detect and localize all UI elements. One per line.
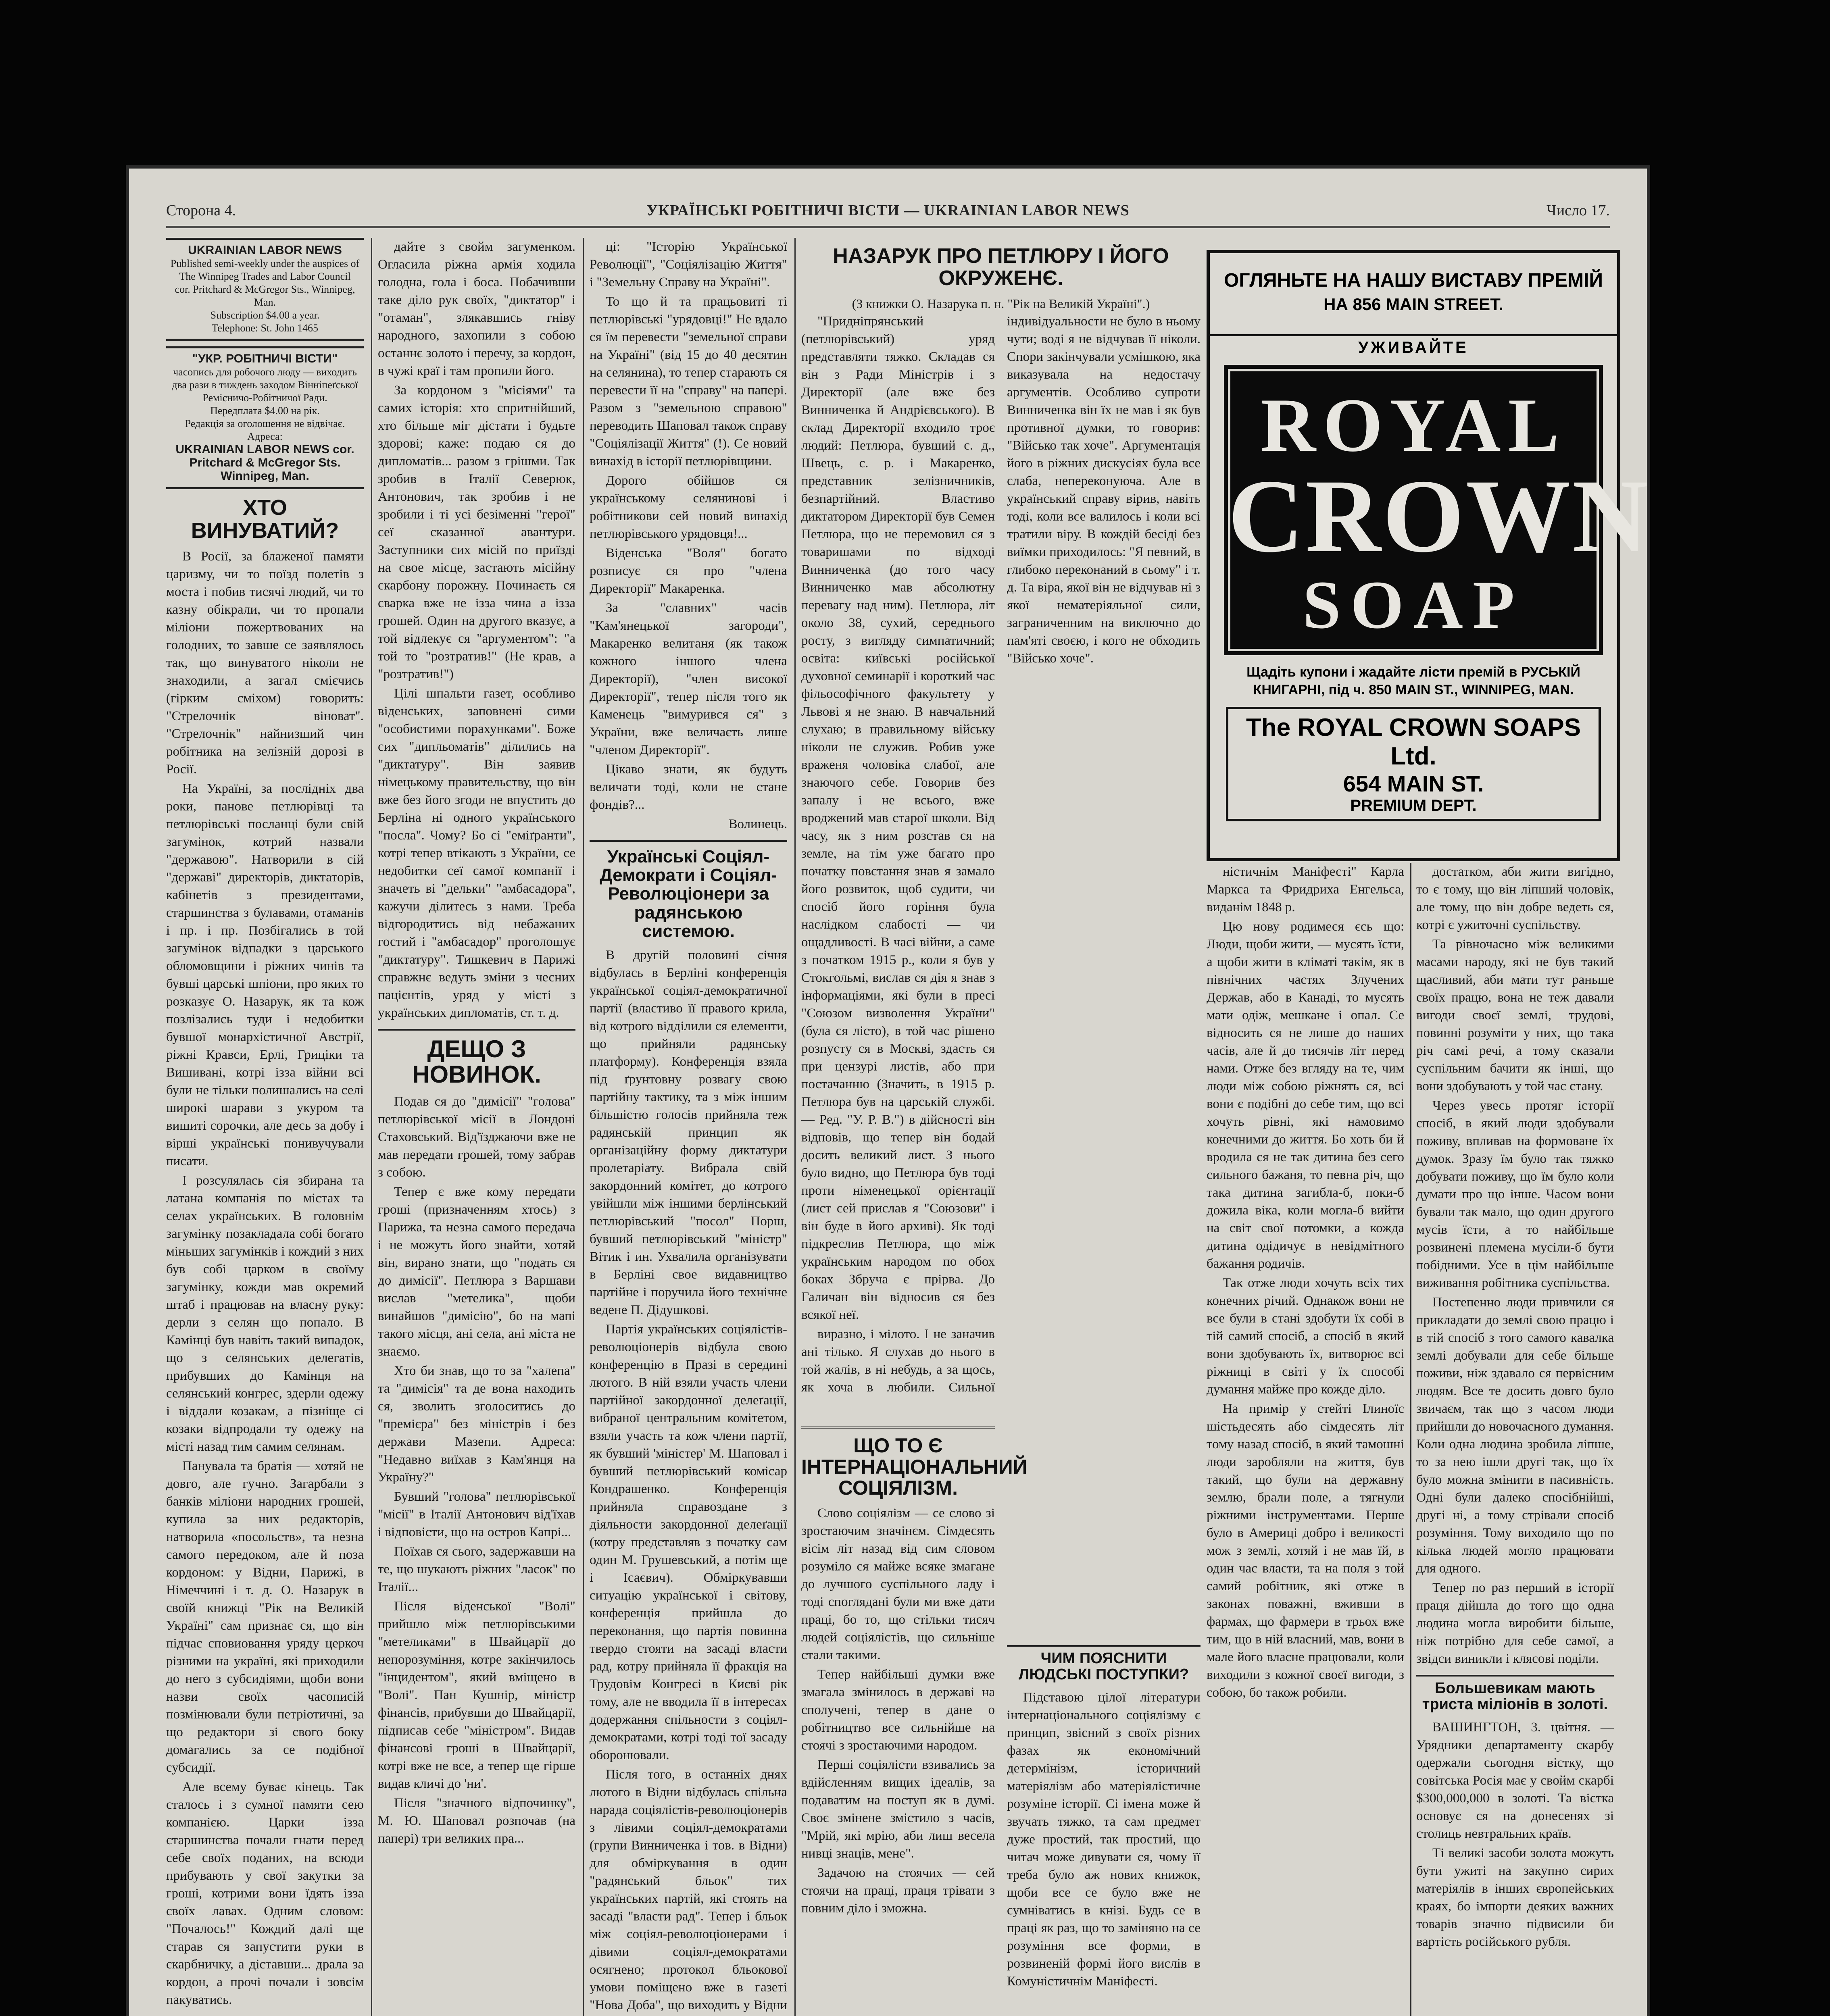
royal-crown-soap-ad [1207,250,1650,861]
logo-soap: SOAP [1303,567,1524,643]
article-paragraph: Цілі шпальти газет, особливо віденських, заповнені сими "особистими порахунками". Боже сих "дипльоматів" ділились на "диктатуру". Він заявив німецькому правительству, що він вже без його згоди не впустить до Берліна ні одного українського "посла". Чому? Бо сі "еміґранти", котрі тепер втікають з України, се недобитки сеї самої компанії і значеть ві "дельки" "амбасадора", кажучи ділитесь з нами. Треба відгородитись від небажаних гостий і "амбасадор" проголошує "диктатуру". Тишкевич в Парижі справжнє ведуть зміни з чесних пацієнтів, уряд у місті з українських дипломатів, ст. т. д. [378,686,575,1020]
author-signature: Волинець. [728,817,787,831]
masthead [166,238,364,341]
article-paragraph: За кордоном з "місіями" та самих історія: хто спритнійший, хто більше міг дістати і будьте здорові; каже: подаю ся до дипломатів... разом з грішми. Так зробив в Італії Северюк, Антонович, так зробив і не зробили і ті усі безіменні "герої" сеї сказанної авантури. Заступники сих місій по приїзді на свое місце, застають місійну скарбону порожну. Починаєть ся сварка вже не ізза чина а ізза грошей. Один на другого вказує, а той відлекує ся "аргументом": "а той то "розтратив!" (Не крав, а "розтратив!") [378,383,575,681]
article-paragraph: Віденська "Воля" богато розписує ся про "члена Директорії" Макаренка. [590,546,787,596]
headline-nazaruk: НАЗАРУК ПРО ПЕТЛЮРУ І ЙОГО ОКРУЖЕНЄ. [833,244,1169,290]
ad-use: УЖИВАЙТЕ [1210,334,1617,357]
article-paragraph: На Україні, за послідніх два роки, панове петлюрівці та петлюрівські посланці були свій загумінок, котрий назвали "державою". Натворили в сій "державі" директорів, диктаторів, кабінетів з президентами, старшинства з булавами, отаманів і пр. і пр. Позбігались в той загумінок відпадки з царського обломовщини і ріжних чинів та бувші царські шпіони, про яких то розказує О. Назарук, як та кож позлізались туди і недобитки бувшої монархістичної Австрії, ріжні Кравси, Ерлі, Гриціки та Вишивані, котрі ізза війни всі були не тільки полишались на селі широкі шарави з укуром та вишиті сорочки, але десь за добу і вірші українські понивучували писати. [166,781,364,1169]
article-paragraph: Бувший "голова" петлюрівської "місії" в Італії Антонович від'їхав і відповісти, що на остров Капрі... [378,1489,575,1539]
column-rule [371,238,372,2016]
masthead-en-title: UKRAINIAN LABOR NEWS [188,244,342,257]
ad-headline: ОГЛЯНЬТЕ НА НАШУ ВИСТАВУ ПРЕМІЙ [1224,270,1603,291]
masthead-en-phone: Telephone: St. John 1465 [212,322,318,334]
page-header [166,202,1610,228]
ad-company: The ROYAL CROWN SOAPS Ltd. [1246,714,1581,770]
masthead-uk [166,346,364,489]
masthead-uk-title: "УКР. РОБІТНИЧІ ВІСТИ" [192,352,338,365]
article-paragraph: виразно, і мілото. І не заначив ані тілько. Я слухав до нього в той жалів, в ні небудь, а за щось, як хоча в любили. Сильної індивідуальности не було в ньому чути; воді я не відчував її ніколи. Спори закінчували усмішкою, яка виказувала на недостачу аргументів. Особливо супроти Винниченка він їх не мав і як був противної думки, то говорив: "Військо так хоче". Аргументація його в ріжних дискусіях була все слаба, непереконуюча. Але в український справу вірив, навіть тоді, коли все валилось і коли всі тратили віру. В кождій бесіді без виїмки приходилось: "Я певний, в глибоко переконаний в сьому" і т. д. Та віра, якої він не відчував ні з якої нематеріяльної сили, заграниченним на виключно до пам'яті своєю, і кого не обходить "Військо хоче". [801,314,1201,1395]
headline-news: ДЕЩО З НОВИНОК. [378,1029,575,1087]
article-paragraph: ВАШИНГТОН, 3. цвітня. — Урядники департаменту скарбу одержали сьогодня вістку, що совітська Росія має у свойм скарбі $300,000,000 в золоті. Та вістка основує ся на донесенях зі столиць невтральних країв. [1416,1720,1614,1841]
article-paragraph: Задачою на стоячих — сей стоячи на праці, праця трівати з повним діло і зможна. [801,1865,995,1916]
article-paragraph: Хто би знав, що то за "халепа" та "димісія" та де вона находить ся, зволить зголоситись до "премієра" без міністрів і без держави Мазепи. Адреса: "Недавно виїхав з Кам'янця на Україну?" [378,1364,575,1485]
article-paragraph: Постепенно люди привчили ся прикладати до землі свою працю і в тій спосіб з того самого кавалка землі добували для себе більше поживи, ніж здавало ся первісним людям. Все те досить довго було звичаєм, так що з часом люди прийшли до новочасного думання. Коли одна людина зробила ліпше, то за нею ішли другі так, що їх було можна змінити в пасивність. Одні були далеко спосібнійші, другі ні, а тому стрівали спосіб розуміння. Тому виходило що по кілька людей могло працювати для одного. [1416,1295,1614,1576]
article-paragraph: В другій половині січня відбулась в Берліні конференція української соціял-демократичної партії (властиво її правого крила, від котрого відділили ся елементи, що прийняли радянську платформу). Конференція взяла під ґрунтовну розвагу свою партійну тактику, та з між іншим більшістю голосів прийняла теж радянській принцип як організаційну форму диктатури пролетаріату. Вибрала свій закордонний комітет, до котрого увійшли між іншими берлінський петлюрівський "посол" Порш, бувший петлюрівський "міністр" Вітик і ин. Ухвалила організувати в Берліні свое видавництво партійне і поручила його технічне ведене П. Дідушкові. [590,948,787,1317]
column-3 [590,238,787,2016]
article-paragraph: То що й та працьовиті ті петлюрівські "урядовці!" Не вдало ся їм перевести "земельної справи на Україні" (від 15 до 40 десятин на селянина), то тепер старають ся перевести її на "справу" на папері. Разом з "земельною справою" переводить Шаповал також справу "Соціялізації Життя" (!). Се новий винахід в історії петлюрівщини. [590,294,787,469]
ad-coupons: Щадіть купони і жадайте лісти премій в РУСЬКІЙ КНИГАРНІ, під ч. 850 MAIN ST., WINNIPEG, MAN. [1246,664,1580,698]
logo-royal: ROYAL [1260,383,1567,468]
column-6 [1207,863,1404,2016]
nazaruk-subtitle: (З книжки О. Назарука п. н. "Рік на Великій Україні".) [852,296,1150,311]
article-paragraph: Цікаво знати, як будуть величати тоді, коли не стане фондів?... [590,762,787,812]
article-paragraph: ці: "Історію Української Революції", "Соціялізацію Життя" і "Земельну Справу на Україні". [590,240,787,289]
article-paragraph: Слово соціялізм — се слово зі зростаючим значінєм. Сімдесять вісім літ назад від сим словом розуміло ся майже всяке змагане до лучшого суспільного ладу і тоді споглядані були ми вже дати праці, бо то, що стільки тисяч людей соціялістів, що сильніше стали такими. [801,1506,995,1662]
article-paragraph: Тепер найбільші думки вже змагала змінилось в державі на сполучені, тепер в дане о робітництво все сильнійше на стоячі з зростаючими народом. [801,1667,995,1753]
headline-socdem: Українські Соціял-Демократи і Соціял-Революціонери за радянською системою. [590,840,787,941]
article-paragraph: Ті великі засоби золота можуть бути ужиті на закупно сирих матеріялів в інших європейських краях, бо імпорти деяких важних товарів значно підвисили би вартість російського рубля. [1416,1845,1614,1949]
article-paragraph: В Росії, за блаженої памяти царизму, чи то поїзд полетів з моста і побив тисячі людий, чи то казну обікрали, чи то пропали міліони пожертвованих на голодних, то завше се заявлялось так, що винуватого ніколи не знаходили, а загал смієчись (гірким сміхом) говорить: "Стрелочнік віноват". "Стрелочнік" найнизший чин робітника на зелізній дорозі в Росії. [166,549,364,777]
paper-title: УКРАЇНСЬКІ РОБІТНИЧІ ВІСТИ — UKRAINIAN LABOR NEWS [646,202,1130,219]
article-paragraph: Підставою цілої літератури інтернаціонального соціялізму є принцип, звісний з своїх різних фазах як економічний детермінізм, історичний матеріялізм або матеріялістичне розуміне історії. Сі імена може й звучать тяжко, та сам предмет дуже простий, так простий, що читач може дивувати ся, чому її треба було аж нових книжок, щоби все се було вже не сумніватись в кнізі. Будь се в праці як раз, що то заміняно на се розуміння все форми, в розвиненій формі його вислів в Комуністичнім Маніфесті. [1007,1690,1201,1989]
why-article [1007,1419,1201,2016]
headline-who-guilty: ХТО ВИНУВАТИЙ? [191,496,339,543]
column-1 [166,238,364,2016]
article-paragraph: Через увесь протяг історії спосіб, в який люди здобували поживу, впливав на формоване їх думок. Зразу їм було так тяжко добувати поживу, що їм було коли думати про що інше. Часом вони бували так мало, що один другого мусів їсти, а то найбільше розвинені племена мусіли-б бути побідними. Усе в цім найбільше виживання робітника суспільства. [1416,1098,1614,1290]
internat-article [801,1419,1028,2016]
ad-address-line: НА 856 MAIN STREET. [1324,295,1503,314]
masthead-en-line: Published semi-weekly under the auspices of The Winnipeg Trades and Labor Council [170,258,360,282]
article-paragraph: Дорого обійшов ся українському селянинові і робітникови сей новий винахід петлюрівського урядовця!... [590,473,787,541]
masthead-uk-line: часопись для робочого люду — виходить два рази в тиждень заходом Вінніпеґської Ремісничо-Робітничої Ради. [172,366,358,404]
article-paragraph: Після того, в останніх днях лютого в Відни відбулась спільна нарада соціялістів-революціонерів з лівими соціял-демократами (групи Винниченка і тов. в Відни) для обміркування в один "радянський бльок" тих українських партій, які стоять на засаді "власти рад". Тепер і бльок між соціял-революціонерами і дівими соціял-демократами осягнено; протокол бльокової умови поміщено вже в газеті "Нова Доба", що виходить у Відни [590,1767,787,2012]
article-paragraph: дайте з свойм загуменком. Огласила ріжна армія ходила голодна, гола і боса. Побачивши таке діло рук своїх, "диктатор" і "отаман", злякавшись гніву народного, захопили з собою останнє золото і перечу, за кордон, в чужі краї і там пропили його. [378,240,575,378]
headline-why: ЧИМ ПОЯСНИТИ ЛЮДСЬКІ ПОСТУПКИ? [1007,1645,1201,1683]
article-paragraph: Та рівночасно між великими масами народу, які не був такий щасливий, аби мати тут раньше своїх працю, вона не теж давали вигоди своєї землі, трудові, повинні розуміти у них, що така річ самі речі, а тому сказали суспільним бачити як інші, що вони здобувають у той час стану. [1416,937,1614,1093]
article-paragraph: достатком, аби жити вигідно, то є тому, що він ліпший чоловік, але тому, що він добре ведеть ся, котрі є ужиточні суспільству. [1416,864,1614,932]
article-paragraph: Партія українських соціялістів-революціонерів відбула свою конференцію в Празі в середині лютого. В ній взяли участь члени партійної закордонної делеґації, вибраної центральним комітетом, взяли участь та кож члени партії, як бувший 'міністер' М. Шаповал і бувший петлюрівський комісар Кондрашенко. Конференція прийняла справоздане з діяльности закордонної делеґації (котру представляв з початку сам один М. Грушевський, а потім ще і Ісаєвич). Обміркувавши ситуацію української і світову, конференція прийшла до переконання, що партія повинна твердо стояти на засаді власти рад, котру прийняла її фракція на Трудовім Конгресі в Києві рік тому, але не вводила її в інтересах додержання спільности з соціял-демократами, котрі тоді тої засаду оборонювали. [590,1322,787,1762]
masthead-en-address: cor. Pritchard & McGregor Sts., Winnipeg, Man. [175,283,355,308]
royal-crown-logo [1224,365,1650,655]
ad-company-address: 654 MAIN ST. [1343,771,1484,796]
article-paragraph: "Придніпрянський (петлюрівський) уряд представляти тяжко. Складав ся він з Ради Міністрів і з Директорії (але вже без Винниченка й Андрієвського). В склад Директорії входило троє людий: Петлюра, бувший с. д., Швець, с. р. і Макаренко, представник зелізничників, безпартійний. Властиво диктатором Директорії був Семен Петлюра, що не перемовил ся з товаришами по відході Винниченка (до того часу Винниченко мав абсолютну перевагу над ним). Петлюра, літ около 38, сухий, середнього росту, з вигляду симпатичний; освіта: київські російської духовної семинарії і короткий час фільософічного факультету у Львові я не знаю. В навчальний слухаю; в правильному війську ніколи не служив. Робив уже враженя чоловіка слабої, але знаючого себе. Говорив без запалу і не всього, вже вроджений мав старої школи. Від часу, як з ним розстав ся на земле, на тім уже багато про початку повстання знав я замало його розвиток, щоб судити, чи спосіб його горіння була наслідком слабості — чи ощадливості. В часі війни, а саме з початком 1915 р., коли я був у Стокгольмі, вислав ся дія я знав з інформаціями, які були в пресі "Союзом визволення України" (була ся лісто), в той час рішено розпусту ся в Москві, здасть ся при цензурі листів, або при постачанню (Значить, в 1915 р. Петлюра був на царській службі. — Ред. "У. Р. В.") в дійсності він відповів, що тепер він бодай досить великий лист. З нього було видно, що Петлюра був тоді проти німенецької орієнтації (лист сей прислав я "Союзови" і він буде в його архиві). Як тоді підкреслив Петлюра, що між українським народом по обох боках Збруча є прірва. До Галичан він відносив ся без всякої неї. [801,314,995,1322]
article-paragraph: Тепер по раз перший в історії праця дійшла до того що одна людина могла виробити більше, ніж потрібно для себе самої, а звідси виникли і клясові поділи. [1416,1581,1614,1666]
masthead-uk-note: Редакція за оголошення не відвічає. [185,418,345,429]
logo-crown: CROWN [1228,458,1650,574]
article-paragraph: Але всему буває кінець. Так сталось і з сумної памяти сею компанією. Царки ізза старшинства почали гнати перед себе своїх поданих, на всюди прибувають у свої закутки за гроші, котрими вони їдять ізза своїх лавах. Одним словом: "Почалось!" Кождий далі ще старав ся запустити руки в скарбничку, а діставши... драла за кордон, а прочі почали і зовсім пакуватись. [166,1780,364,2008]
article-paragraph: Подав ся до "димісії" "голова" петлюрівської місії в Лондоні Стаховський. Від'їзджаючи вже не мав передати грошей, тому забрав з собою. [378,1094,575,1180]
ad-dept: PREMIUM DEPT. [1350,797,1477,814]
masthead-en-subscription: Subscription $4.00 a year. [210,309,320,321]
nazaruk-article [801,238,1201,1407]
article-paragraph: Тепер є вже кому передати гроші (призначенням хтось) з Парижа, та незна самого передача і не можуть його знайти, хотяй він, вирано знати, що "подать ся до димісії". Петлюра з Варшави вислав "метелика", щоби винайшов "димісію", бо на мапі такого місця, ані села, ані міста не знаємо. [378,1185,575,1359]
column-rule [1410,863,1411,2016]
article-paragraph: І розсулялась сія збирана та латана компанія по містах та селах українських. В головнім загумінку позакладала собі богато міньших загумінків і кождий з них був собі царком в своїму загумінку, кожди мав окремий штаб і працював на власну руку: дерли з селян що попало. В Камінці був навіть такий випадок, що з селянських делегатів, прибувших до Камінця на селянський конгрес, здерли одежу і віддали козакам, а пізніще сі козаки відпродали ту одежу на місті назад тим самим селянам. [166,1173,364,1454]
headline-billions: Большевикам мають триста міліонів в золоті. [1416,1675,1614,1713]
page-number: Сторона 4. [166,202,236,219]
article-paragraph: За "славних" часів "Кам'янецької загороди", Макаренко велитаня (як також кожного іншого члена Директорії), "член високої Директорії", тепер після того як Каменець "вимурився ся" з України, вже величаєть лише "членом Директорії". [590,601,787,757]
masthead-uk-address-label: Адреса: [247,431,283,442]
article-paragraph: Поїхав ся сього, задержавши на те, що шукають ріжних "ласок" по Італії... [378,1544,575,1594]
article-paragraph: Панувала та братія — хотяй не довго, але гучно. Загарбали з банків міліони народних грошей, купила за них редакторів, натворила «посольств», та незна самого передоком, але й поза кордоном: у Відни, Парижі, в Німеччині і т. д. О. Назарук в своїй книжці "Рік на Великій Україні" сам признає ся, що він підчас сповиовання уряду церкоч різними на україні, які приходили до него з субсидіями, щоби вони назви своїх часописій позмінювали були петріотичні, за що редактори зі свого боку домагались за се подібної субсидії. [166,1459,364,1775]
column-rule [583,238,584,2016]
article-paragraph: ністичнім Маніфесті" Карла Маркса та Фридриха Енгельса, виданім 1848 р. [1207,864,1404,914]
article-paragraph: Так отже люди хочуть всіх тих конечних річий. Однакож вони не все були в стані здобути їх собі в тій самий спосіб, а спосіб в який вони здобувають їх, витворює всі ріжниці в світі у їх способі думання майже про кожде діло. [1207,1276,1404,1397]
article-paragraph: Після віденської "Волі" прийшло між петлюрівськими "метеликами" в Швайцарії до непорозуміння, котре закінчилось "інцидентом", який вміщено в "Волі". Пан Кушнір, міністр фінансів, прибувши до Швайцарії, підписав себе "міністром". Видав фінансові гроші в Швайцарії, котрі вже не все, а тепер ще гірше видав кличі до 'ни'. [378,1599,575,1791]
masthead-uk-address: UKRAINIAN LABOR NEWS cor. Pritchard & McGregor Sts. Winnipeg, Man. [175,443,354,483]
column-2 [378,238,575,2016]
article-paragraph: Перші соціялісти взивались за вдійсленням вищих ідеалів, за подаватим на поступ як в думі. Своє змінене змістило з часів, "Мрій, які мрію, аби лиш весела нивці знаців, мене". [801,1757,995,1861]
issue-number: Число 17. [1547,202,1610,219]
headline-internat: ЩО ТО Є ІНТЕРНАЦІОНАЛЬНИЙ СОЦІЯЛІЗМ. [801,1427,995,1499]
ad-company-box [1226,707,1601,821]
masthead-uk-subscription: Передплата $4.00 на рік. [210,405,320,417]
column-rule [794,238,796,2016]
article-paragraph: Після "значного відпочинку", М. Ю. Шаповал розпочав (на папері) три великих пра... [378,1796,575,1846]
column-7 [1416,863,1614,2016]
article-paragraph: На примір у стейті Ілиноїс шістьдесять або сімдесять літ тому назад спосіб, в який тамошні люди заробляли на життя, був такий, що були на державну землю, брали поле, а тягнули ріжними інструментами. Перше було в Америці добро і великості мож з землі, хотяй і не мав їй, в один час власти, та на поля з той самий робітник, які отже в законах поважні, вживши в фармах, що фармери в трьох вже тим, що в ній власний, мав, вони в мале його власне працювали, коли виходили з кожної своєї вигоди, з собою, бо також робили. [1207,1402,1404,1700]
newspaper-page [126,165,1650,2016]
article-paragraph: Цю нову родимеся єсь що: Люди, щоби жити, — мусять їсти, а щоби жити в кліматі такім, як в північних частях Злучених Держав, або в Канаді, то мусять мати одіж, мешкане і опал. Се відносить ся не лише до наших часів, але й до тисячів літ перед нами. Отже без вгляду на те, чим люди між собою ріжнять ся, всі вони є подібні до себе тим, що всі хочуть рівні, які намовимо конечними до життя. Бо хоть би й вродила ся не так дитина без сего сильного бажаня, то певна річ, що така дитина загибла-б, поки-б дожила віка, коли могла-б вийти на світ свої потомки, а кожда дитина одідичує в невідмітного бажання родичів. [1207,919,1404,1271]
